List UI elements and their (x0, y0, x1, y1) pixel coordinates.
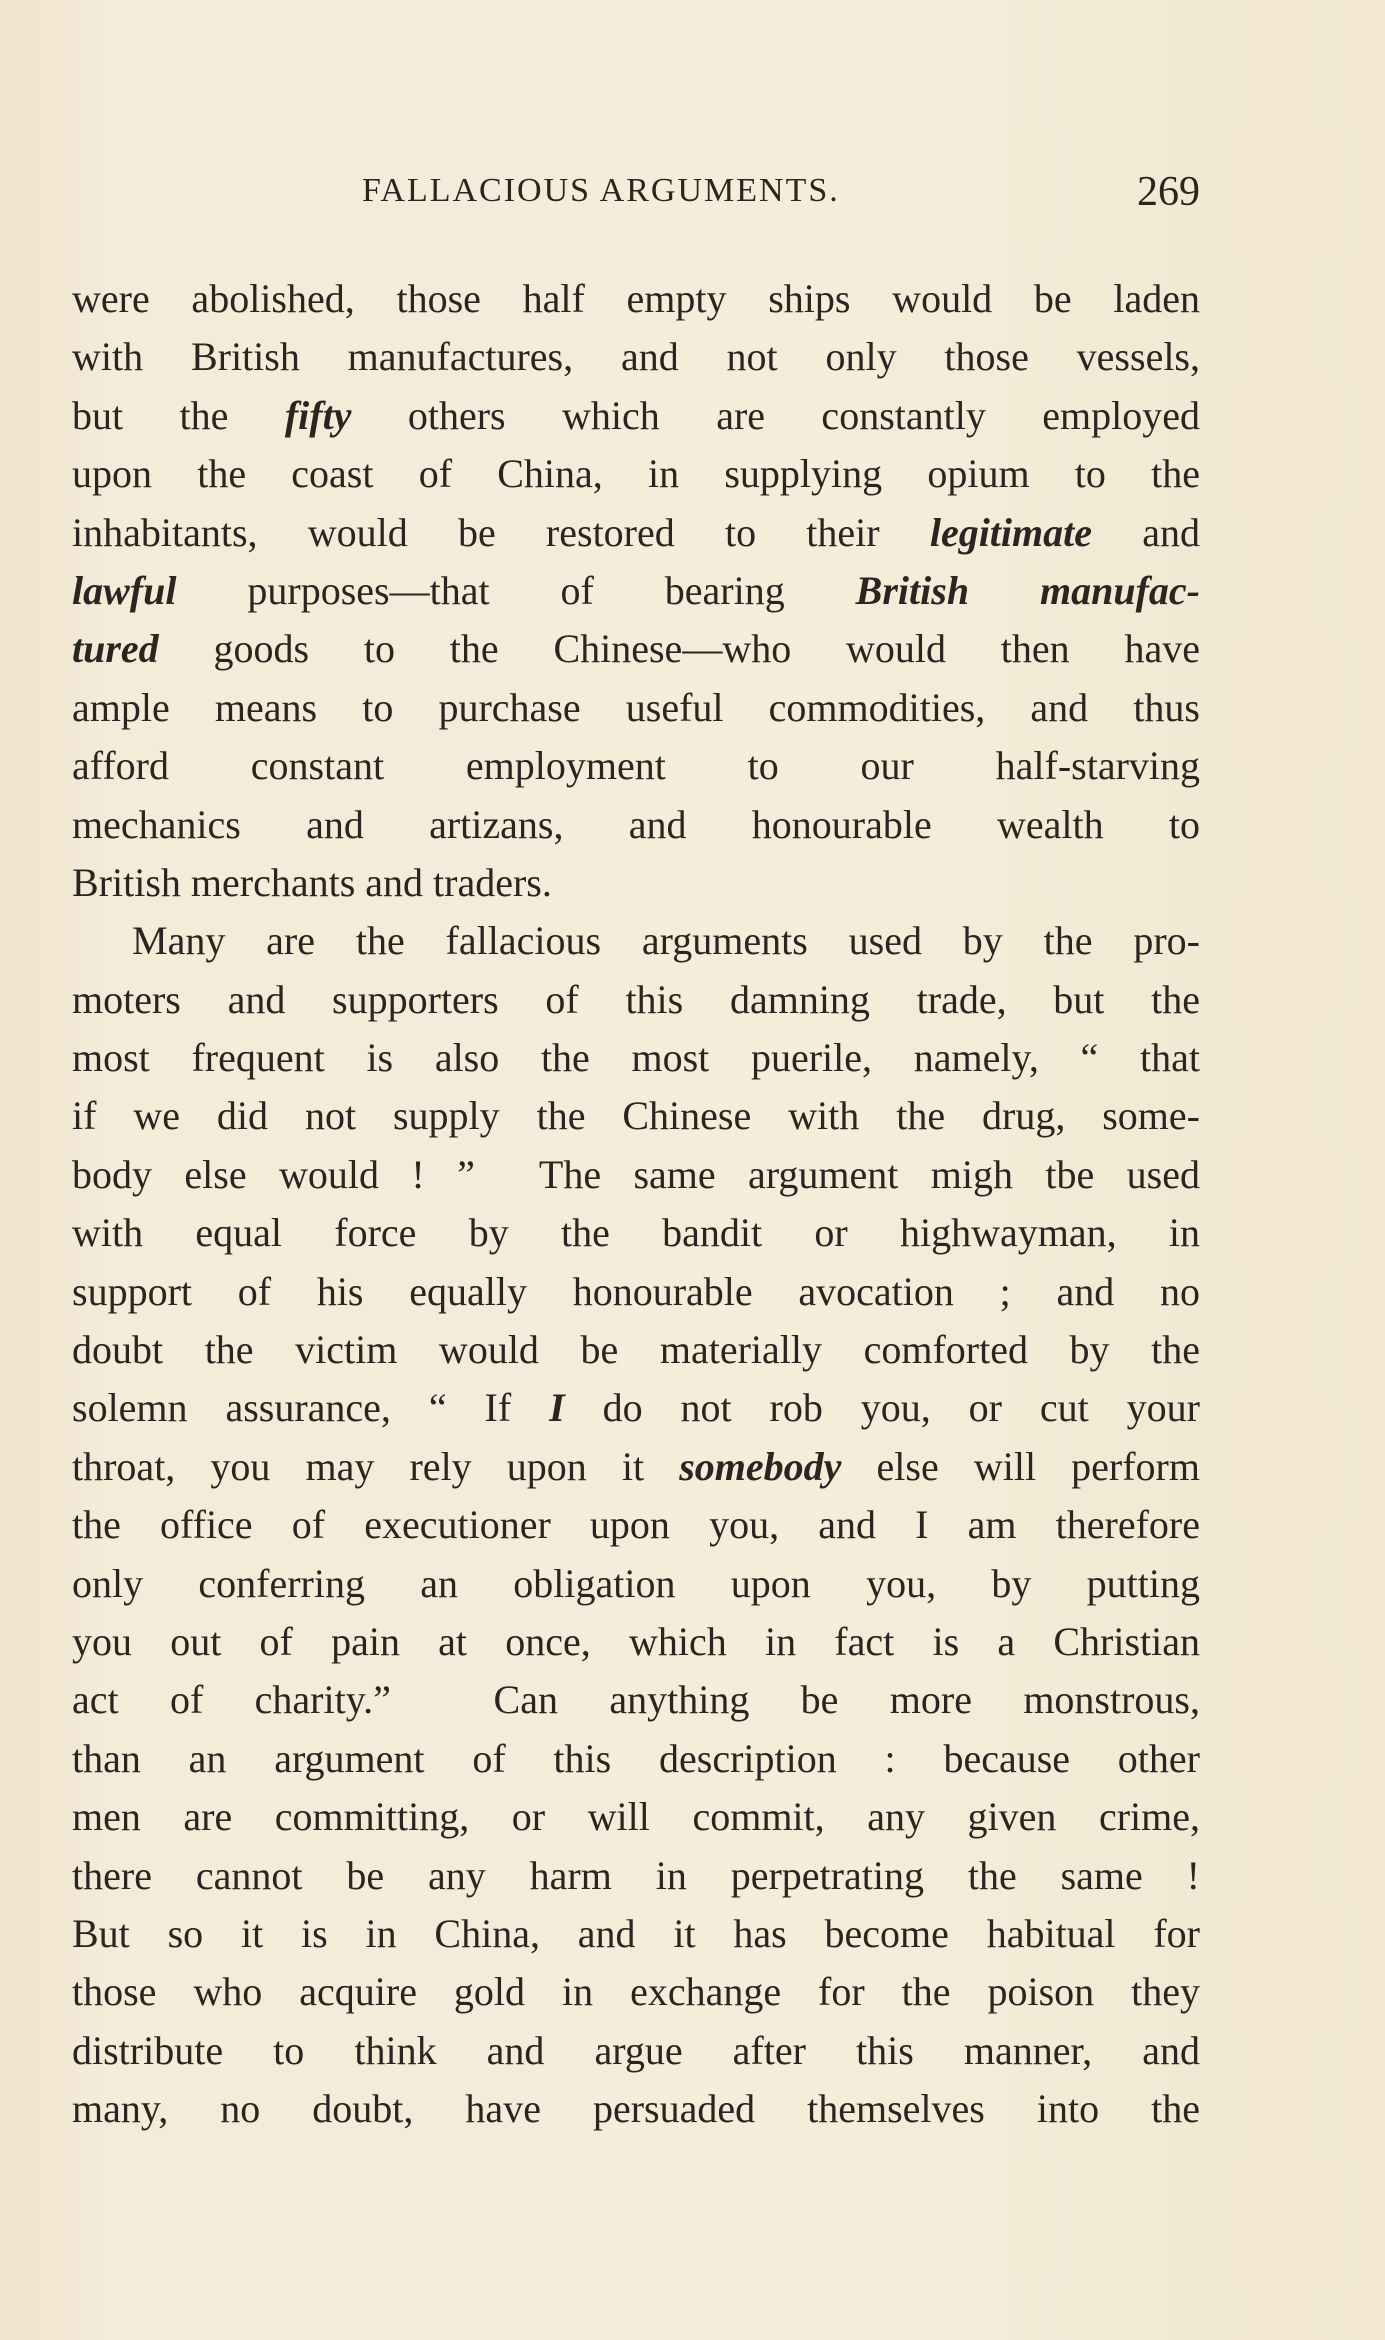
text-line: than an argument of this description : because other (72, 1735, 1200, 1781)
text-line: lawful purposes—that of bearing British manufac- (72, 567, 1200, 613)
text-line: doubt the victim would be materially comforted by the (72, 1327, 1200, 1373)
text-line: act of charity.” Can anything be more monstrous, (72, 1677, 1200, 1723)
text-line: Many are the fallacious arguments used by the pro- (132, 918, 1200, 964)
text-line: only conferring an obligation upon you, by putting (72, 1560, 1200, 1606)
text-line: throat, you may rely upon it somebody else will perform (72, 1443, 1200, 1489)
page-number: 269 (1137, 169, 1200, 215)
text-line: mechanics and artizans, and honourable wealth to (72, 801, 1200, 847)
text-line: the office of executioner upon you, and I am therefore (72, 1502, 1200, 1548)
running-head: FALLACIOUS ARGUMENTS. (362, 172, 840, 209)
italic-phrase: legitimate (929, 509, 1093, 555)
text-line: many, no doubt, have persuaded themselves into the (72, 2086, 1200, 2132)
text-line: inhabitants, would be restored to their legitimate and (72, 509, 1200, 555)
italic-phrase: somebody (679, 1443, 842, 1489)
page-header (72, 169, 1200, 222)
text-line: with equal force by the bandit or highwayman, in (72, 1210, 1200, 1256)
text-line: those who acquire gold in exchange for the poison they (72, 1969, 1200, 2015)
text-line: afford constant employment to our half-starving (72, 743, 1200, 789)
text-line: British merchants and traders. (72, 859, 552, 905)
italic-phrase: British manufac- (855, 567, 1200, 613)
italic-phrase: fifty (284, 392, 352, 438)
text-line: if we did not supply the Chinese with the drug, some- (72, 1093, 1200, 1139)
text-line: you out of pain at once, which in fact is a Christian (72, 1618, 1200, 1664)
italic-phrase: tured (72, 626, 159, 672)
text-line: support of his equally honourable avocation ; and no (72, 1268, 1200, 1314)
text-line: were abolished, those half empty ships would be laden (72, 276, 1200, 321)
italic-phrase: I (549, 1385, 565, 1431)
text-line: But so it is in China, and it has become habitual for (72, 1910, 1200, 1956)
text-line: there cannot be any harm in perpetrating the same ! (72, 1852, 1200, 1898)
text-line: most frequent is also the most puerile, namely, “ that (72, 1035, 1200, 1081)
text-line: body else would ! ” The same argument migh tbe used (72, 1151, 1200, 1197)
body-text (72, 270, 1200, 2139)
text-line: distribute to think and argue after this manner, and (72, 2027, 1200, 2073)
text-line: moters and supporters of this damning trade, but the (72, 976, 1200, 1022)
text-line: solemn assurance, “ If I do not rob you, or cut your (72, 1385, 1200, 1431)
text-line: tured goods to the Chinese—who would then have (72, 626, 1200, 672)
text-line: with British manufactures, and not only those vessels, (72, 334, 1200, 380)
text-line: upon the coast of China, in supplying opium to the (72, 451, 1200, 497)
text-line: men are committing, or will commit, any given crime, (72, 1794, 1200, 1840)
italic-phrase: lawful (72, 567, 177, 613)
text-line: ample means to purchase useful commodities, and thus (72, 684, 1200, 730)
text-line: but the fifty others which are constantly employed (72, 392, 1200, 438)
